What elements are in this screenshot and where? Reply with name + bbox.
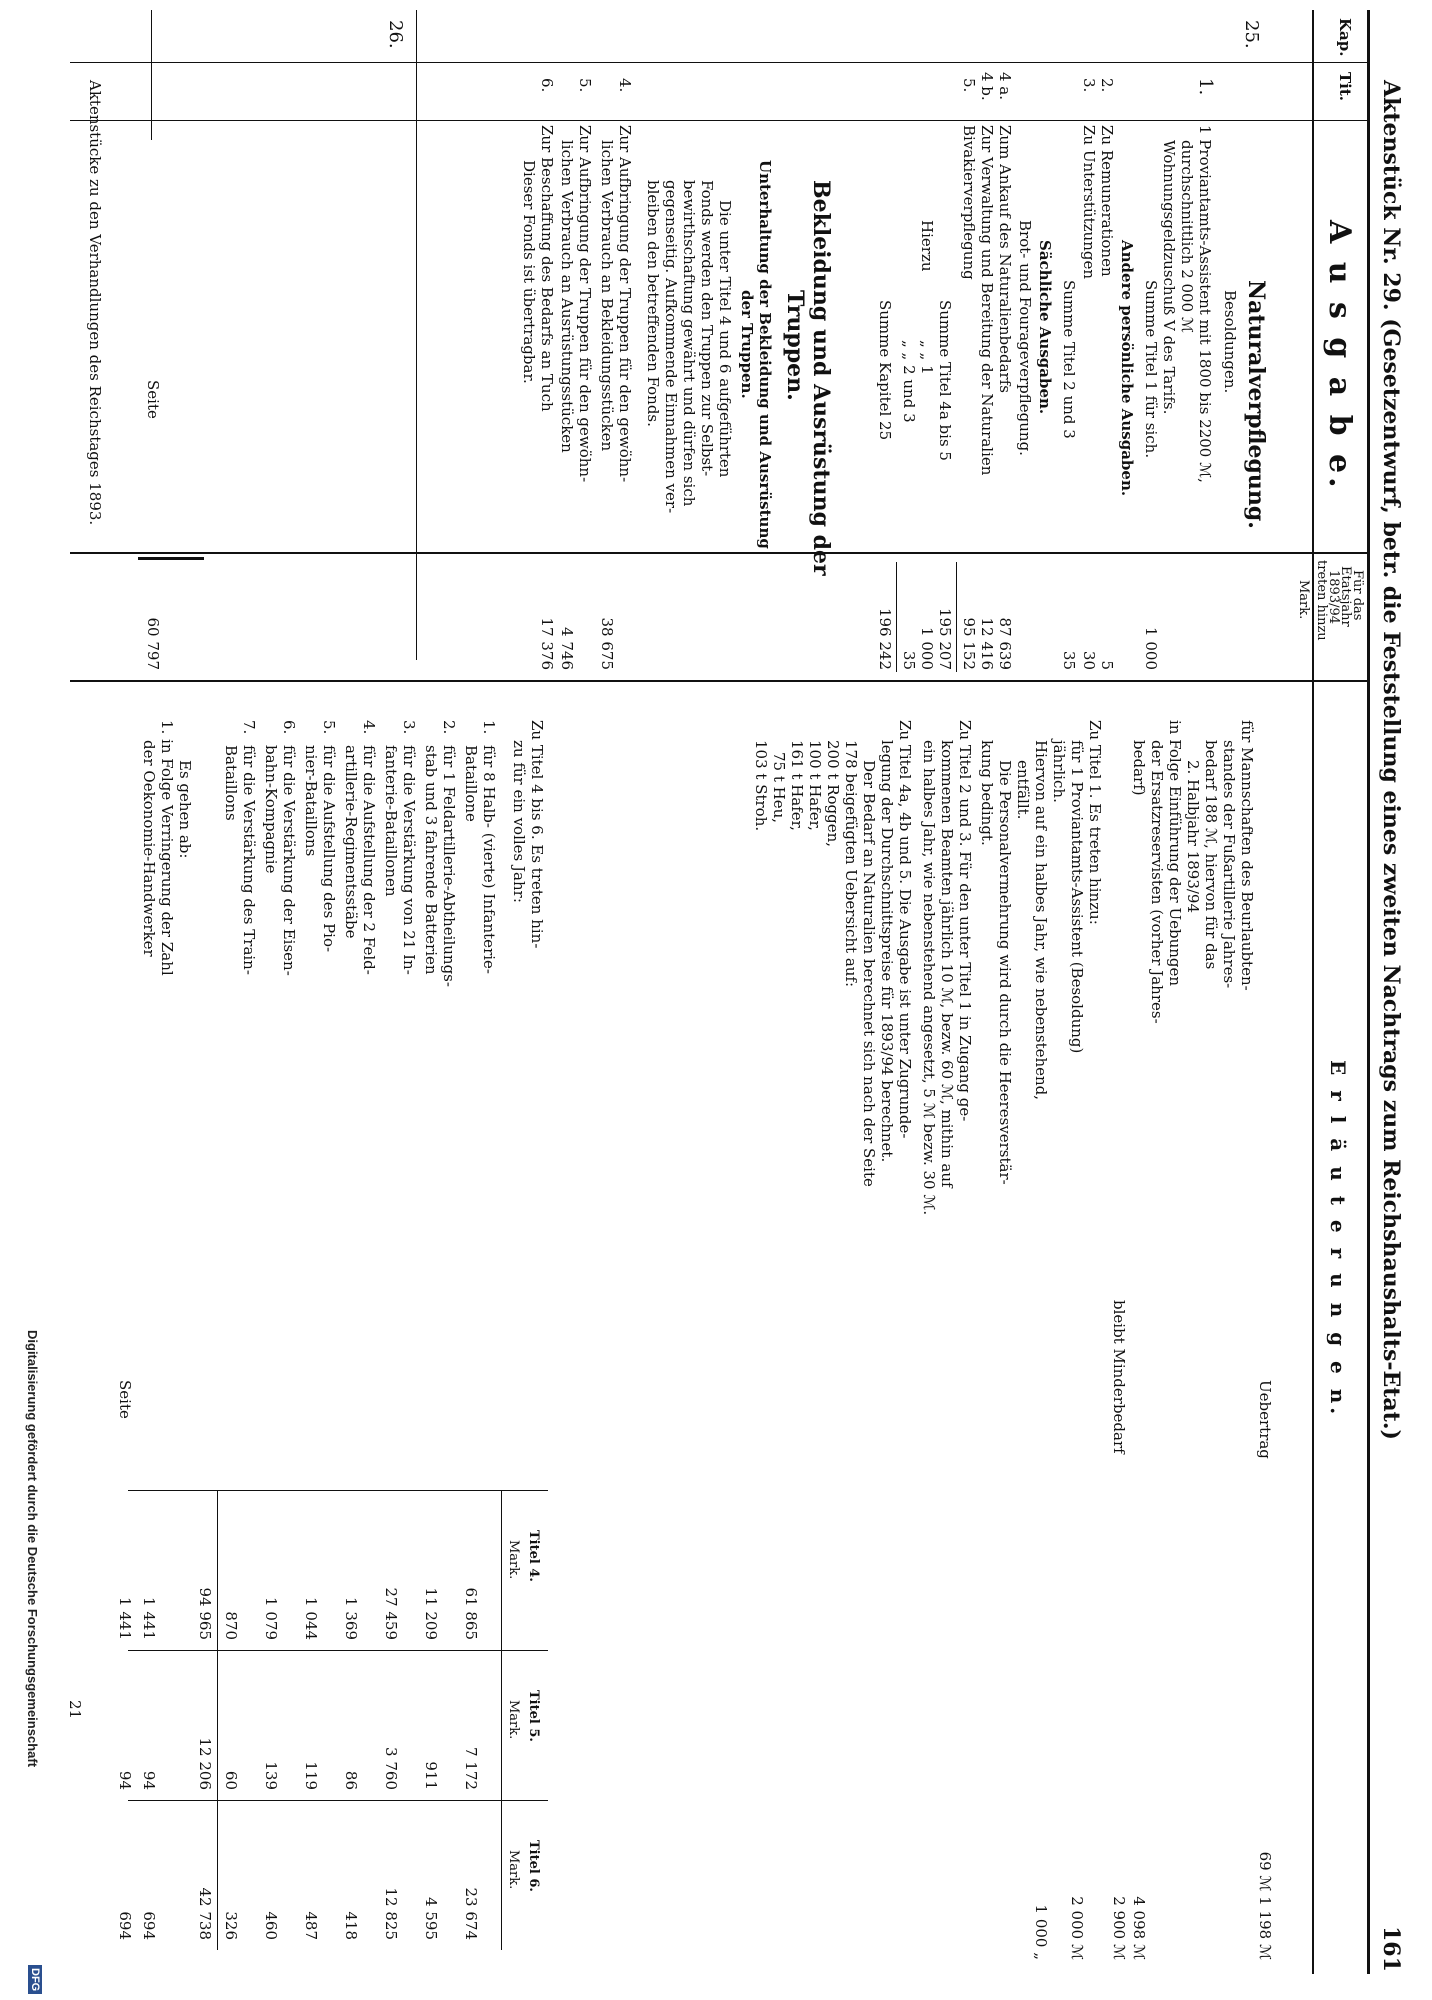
line-4a: Zum Ankauf des Naturalienbedarfs — [996, 125, 1014, 393]
r-line-25: 161 t Hafer, — [788, 740, 806, 831]
table-head-titel-6: Titel 6. — [526, 1840, 541, 1892]
r-line-12: Hiervon auf ein halbes Jahr, wie nebenstehend, — [1032, 740, 1050, 1101]
note-26-e: bleiben den betreffenden Fonds. — [644, 180, 662, 427]
r-line-27: 103 t Stroh. — [752, 740, 770, 832]
bottom-left-rule — [151, 10, 152, 140]
uebertrag-value: 69 ℳ 1 198 ℳ — [1256, 1851, 1274, 1960]
row-4-num: 4. — [360, 720, 378, 735]
row-2-text-b: stab und 3 fahrende Batterien — [422, 745, 440, 975]
row-2-titel-6: 4 595 — [422, 1897, 440, 1940]
table-rule-1 — [128, 1490, 548, 1491]
row-2-titel-4: 11 209 — [422, 1587, 440, 1640]
r-line-29: zu für ein volles Jahr: — [510, 740, 528, 903]
row-7-titel-5: 60 — [222, 1770, 240, 1790]
table-rule-2 — [128, 1650, 548, 1651]
line-1a: 1 Proviantamts-Assistent mit 1800 bis 2200 ℳ, — [1196, 125, 1214, 483]
footer-reichstag: Aktenstücke zu den Verhandlungen des Reichstages 1893. — [86, 80, 104, 526]
amount-3-sum: 35 — [1060, 650, 1078, 670]
line-6-2: Dieser Fonds ist übertragbar. — [520, 160, 538, 384]
tit-4a: 4 a. — [996, 72, 1014, 101]
r-line-18: ein halbes Jahr, wie nebenstehend angesetzt, 5 ℳ bezw. 30 ℳ. — [920, 740, 938, 1216]
sum-titel-6: 42 738 — [196, 1887, 214, 1940]
row-5-text-b: nier-Bataillons — [302, 745, 320, 857]
row-1-titel-5: 7 172 — [462, 1747, 480, 1790]
row-6-text-b: bahn-Kompagnie — [262, 745, 280, 874]
ab-titel-5: 94 — [140, 1770, 158, 1790]
sum-rule-1 — [956, 562, 957, 672]
kap-header: Kap. — [1336, 18, 1354, 57]
r-value-8: 2 900 ℳ — [1110, 1896, 1128, 1960]
line-4-1: Zur Aufbringung der Truppen für den gewöhn- — [616, 125, 634, 483]
row-1-text-b: Bataillone — [462, 745, 480, 822]
seite-titel-4: 1 441 — [116, 1597, 134, 1640]
amount-4a: 87 639 — [996, 617, 1014, 670]
r-line-13: entfällt. — [1014, 760, 1032, 820]
amount-4: 38 675 — [598, 617, 616, 670]
r-line-20: legung der Durchschnittspreise für 1893/94 berechnet. — [878, 740, 896, 1163]
tit-4: 4. — [616, 78, 634, 93]
line-4-2: lichen Verbrauch an Bekleidungsstücken — [598, 140, 616, 452]
tit-3: 3. — [1080, 78, 1098, 93]
row-3-text-b: fanterie-Bataillonen — [382, 745, 400, 897]
sub-besoldungen: Besoldungen. — [1221, 290, 1239, 394]
row-5-num: 5. — [320, 720, 338, 735]
seite-label-left: Seite — [144, 380, 162, 419]
kap-25: 25. — [1241, 20, 1262, 49]
seite-label-right: Seite — [116, 1380, 134, 1419]
amount-header-4: treten hinzu — [1314, 560, 1329, 641]
row-7-num: 7. — [240, 720, 258, 735]
r-line-26: 75 t Heu, — [770, 752, 788, 824]
kap-26: 26. — [385, 20, 406, 49]
notes-header: E r l ä u t e r u n g e n. — [1326, 1060, 1350, 1419]
row-3-titel-4: 27 459 — [382, 1587, 400, 1640]
line-5: Bivakierverpflegung — [960, 125, 978, 280]
document-title: Aktenstück Nr. 29. (Gesetzentwurf, betr. die Feststellung eines zweiten Nachtrags zum Reichshaushalts-Etat.) — [1378, 80, 1404, 1440]
table-sum-rule — [217, 1490, 218, 1950]
footer-page: 21 — [66, 1700, 84, 1720]
tit-6: 6. — [538, 78, 556, 93]
amount-5: 95 152 — [960, 617, 978, 670]
amount-6: 17 376 — [538, 617, 556, 670]
text-col-rule — [70, 552, 1370, 554]
ab-line-1: 1. in Folge Verringerung der Zahl — [158, 720, 176, 976]
row-7-titel-4: 870 — [222, 1611, 240, 1640]
line-1b: durchschnittlich 2 000 ℳ — [1178, 140, 1196, 333]
r-line-2: standes der Fußartillerie Jahres- — [1220, 740, 1238, 989]
line-5b-1: Zur Aufbringung der Truppen für den gewöhn- — [576, 125, 594, 483]
sub-andere: Andere persönliche Ausgaben. — [1118, 240, 1136, 497]
r-line-11: jährlich. — [1050, 740, 1068, 803]
row-5-titel-6: 487 — [302, 1911, 320, 1940]
row-1-text-a: für 8 Halb- (vierte) Infanterie- — [480, 745, 498, 974]
r-line-16: Zu Titel 2 und 3. Für den unter Titel 1 in Zugang ge- — [956, 720, 974, 1122]
table-unit-4: Mark. — [506, 1540, 521, 1580]
heading-bekleidung: Bekleidung und Ausrüstung der — [808, 180, 834, 576]
note-26-c: bewirthschaftung gewährt und dürfen sich — [680, 180, 698, 507]
r-line-15: kung bedingt. — [978, 740, 996, 846]
r-line-3: bedarf 188 ℳ, hiervon für das — [1202, 740, 1220, 970]
r-line-21: Der Bedarf an Naturalien berechnet sich nach der Seite — [860, 760, 878, 1187]
table-head-rule — [501, 1490, 502, 1950]
line-25-sum: Summe Kapitel 25 — [876, 300, 894, 441]
row-2-num: 2. — [440, 720, 458, 735]
line-5b-2: lichen Verbrauch an Ausrüstungsstücken — [558, 140, 576, 453]
row-4-text-a: für die Aufstellung der 2 Feld- — [360, 745, 378, 975]
ab-titel-4: 1 441 — [140, 1597, 158, 1640]
row-5-titel-5: 119 — [302, 1761, 320, 1790]
amount-unit: Mark. — [1296, 580, 1311, 620]
sum-rule-2 — [896, 562, 897, 672]
amount-1: 1 000 — [1142, 627, 1160, 670]
row-4-text-b: artillerie-Regimentsstäbe — [342, 745, 360, 939]
amount-5-sum: 195 207 — [936, 607, 954, 670]
line-5-sum: Summe Titel 4a bis 5 — [936, 300, 954, 461]
dfg-credit: Digitalisierung gefördert durch die Deutsche Forschungsgemeinschaft — [25, 1330, 40, 1768]
table-head-titel-5: Titel 5. — [526, 1690, 541, 1742]
r-line-8: bleibt Minderbedarf — [1110, 1300, 1128, 1454]
row-4-titel-5: 86 — [342, 1770, 360, 1790]
table-unit-6: Mark. — [506, 1850, 521, 1890]
kap-col-rule — [70, 62, 1370, 63]
row-5-text-a: für die Aufstellung des Pio- — [320, 745, 338, 953]
r-value-10: 2 000 ℳ — [1068, 1896, 1086, 1960]
note-26-b: Fonds werden den Truppen zur Selbst- — [698, 180, 716, 477]
table-unit-5: Mark. — [506, 1700, 521, 1740]
row-1-num: 1. — [480, 720, 498, 735]
sub-saechliche: Sächliche Ausgaben. — [1036, 240, 1054, 415]
r-value-7: 4 098 ℳ — [1130, 1896, 1148, 1960]
r-line-4: 2. Halbjahr 1893/94 — [1184, 760, 1202, 914]
seite-titel-6: 694 — [116, 1911, 134, 1940]
r-line-7: bedarf) — [1130, 740, 1148, 796]
amount-3: 30 — [1080, 650, 1098, 670]
r-line-9: Zu Titel 1. Es treten hinzu: — [1086, 720, 1104, 925]
row-7-titel-6: 326 — [222, 1911, 240, 1940]
r-line-5: in Folge Einführung der Uebungen — [1166, 720, 1184, 987]
seite-titel-5: 94 — [116, 1770, 134, 1790]
heading-truppen: Truppen. — [782, 290, 808, 401]
row-7-text-b: Bataillons — [222, 745, 240, 821]
r-line-24: 100 t Hafer, — [806, 740, 824, 831]
ab-titel-6: 694 — [140, 1911, 158, 1940]
row-5-titel-4: 1 044 — [302, 1597, 320, 1640]
line-3-sum: Summe Titel 2 und 3 — [1060, 280, 1078, 439]
r-line-14: Die Personalvermehrung wird durch die Heeresverstär- — [996, 760, 1014, 1185]
line-5-h2: „ „ 2 und 3 — [900, 340, 918, 423]
r-line-10: für 1 Proviantamts-Assistent (Besoldung) — [1068, 740, 1086, 1054]
amount-col-rule — [70, 680, 1370, 682]
tit-2: 2. — [1098, 78, 1116, 93]
amount-25-sum: 196 242 — [876, 607, 894, 670]
page-number: 161 — [1378, 1926, 1404, 1972]
r-line-19: Zu Titel 4a, 4b und 5. Die Ausgabe ist unter Zugrunde- — [896, 720, 914, 1139]
r-line-23: 200 t Roggen, — [824, 740, 842, 848]
uebertrag-label: Uebertrag — [1256, 1380, 1274, 1459]
table-head-titel-4: Titel 4. — [526, 1530, 541, 1582]
r-line-28: Zu Titel 4 bis 6. Es treten hin- — [528, 720, 546, 949]
row-6-titel-6: 460 — [262, 1911, 280, 1940]
sum-titel-4: 94 965 — [196, 1587, 214, 1640]
amount-5-h1: 1 000 — [918, 627, 936, 670]
row-6-titel-5: 139 — [262, 1761, 280, 1790]
line-6-1: Zur Beschaffung des Bedarfs an Tuch — [538, 125, 556, 412]
tit-1: 1. — [1195, 78, 1216, 96]
amount-header-3: 1893/94 — [1326, 570, 1341, 625]
heading-naturalverpflegung: Naturalverpflegung. — [1243, 280, 1269, 529]
row-3-num: 3. — [400, 720, 418, 735]
header-rule — [1312, 10, 1314, 1974]
tit-5b: 5. — [576, 78, 594, 93]
row-2-titel-5: 911 — [422, 1761, 440, 1790]
line-3: Zu Unterstützungen — [1080, 125, 1098, 280]
tit-header: Tit. — [1336, 72, 1354, 102]
line-5-h1: „ „ 1 — [918, 340, 936, 375]
row-3-titel-5: 3 760 — [382, 1747, 400, 1790]
table-rule-3 — [128, 1800, 548, 1801]
amount-5b: 4 746 — [558, 627, 576, 670]
r-line-1: für Mannschaften des Beurlaubten- — [1238, 720, 1256, 991]
r-value-12: 1 000 „ — [1032, 1904, 1050, 1960]
row-3-text-a: für die Verstärkung von 21 In- — [400, 745, 418, 975]
row-6-num: 6. — [280, 720, 298, 735]
line-1c: Wohnungsgeldzuschuß V des Tarifs. — [1160, 140, 1178, 415]
r-line-22: 178 beigefügten Uebersicht auf: — [842, 740, 860, 988]
hierzu-label: Hierzu — [918, 220, 936, 272]
row-6-titel-4: 1 079 — [262, 1597, 280, 1640]
amount-header-2: Etatsjahr — [1338, 566, 1353, 627]
sub-der-truppen: der Truppen. — [738, 290, 756, 399]
row-6-text-a: für die Verstärkung der Eisen- — [280, 745, 298, 976]
ab-line-2: der Oekonomie-Handwerker — [140, 740, 158, 957]
tit-4b: 4 b. — [978, 72, 996, 101]
row-1-titel-6: 23 674 — [462, 1887, 480, 1940]
line-4b: Zur Verwaltung und Bereitung der Naturalien — [978, 125, 996, 476]
sub-brot: Brot- und Fourageverpflegung. — [1016, 220, 1034, 456]
kap26-rule — [416, 10, 417, 660]
row-4-titel-6: 418 — [342, 1911, 360, 1940]
row-4-titel-4: 1 369 — [342, 1597, 360, 1640]
note-26-a: Die unter Titel 4 und 6 aufgeführten — [716, 200, 734, 478]
amount-seite-left: 60 797 — [144, 617, 162, 670]
r-line-17: kommenen Beamten jährlich 10 ℳ, bezw. 60 ℳ, mithin auf — [938, 740, 956, 1188]
amount-header-1: Für das — [1350, 570, 1365, 621]
row-2-text-a: für 1 Feldartillerie-Abtheilungs- — [440, 745, 458, 987]
sub-unterhaltung: Unterhaltung der Bekleidung und Ausrüstung — [756, 160, 774, 549]
tit-5: 5. — [960, 78, 978, 93]
line-2: Zu Remunerationen — [1098, 125, 1116, 277]
row-1-titel-4: 61 865 — [462, 1587, 480, 1640]
row-7-text-a: für die Verstärkung des Train- — [240, 745, 258, 975]
note-26-d: gegenseitig. Aufkommende Einnahmen ver- — [662, 180, 680, 514]
amount-4b: 12 416 — [978, 617, 996, 670]
line-1d: Summe Titel 1 für sich. — [1142, 280, 1160, 459]
sum-titel-5: 12 206 — [196, 1737, 214, 1790]
section-header: A u s g a b e. — [1322, 220, 1357, 492]
row-3-titel-6: 12 825 — [382, 1887, 400, 1940]
ab-label: Es gehen ab: — [176, 760, 194, 859]
r-line-6: der Ersatzreservisten (vorher Jahres- — [1148, 740, 1166, 1024]
dfg-logo: DFG — [28, 1965, 42, 1994]
amount-5-h2: 35 — [900, 650, 918, 670]
amount-2: 5 — [1098, 660, 1116, 670]
top-rule — [1367, 10, 1370, 1974]
tit-col-rule — [70, 120, 1370, 121]
